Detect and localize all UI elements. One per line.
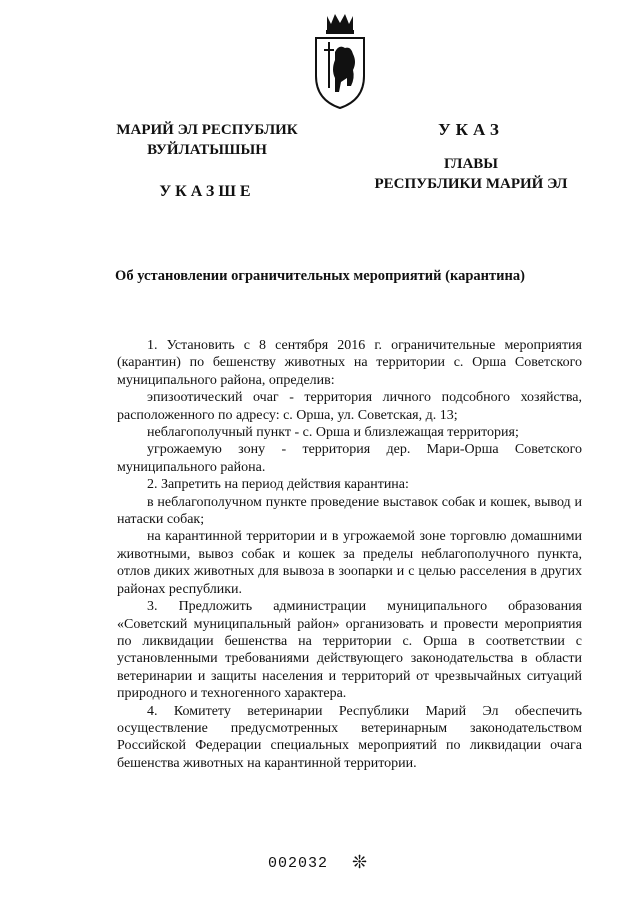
header-left [98,120,316,202]
paragraph-1b: неблагополучный пункт - с. Орша и близлежащая территория; [147,425,519,441]
paragraph-2a: в неблагополучном пункте проведение выставок собак и кошек, вывод и натаски собак; [117,494,582,528]
document-body [117,337,582,772]
paragraph-3: 3. Предложить администрации муниципального образования «Советский муниципальный район» организовать и провести мероприятия по ликвидации бешенства на территории с. Орша в соответствии с установленными требованиями действующего законодательства в области ветеринарии и защиты населения и территорий от чрезвычайных ситуаций природного и техногенного характера. [117,599,582,702]
paragraph-2: 2. Запретить на период действия карантина: [147,477,409,493]
header-left-line1: МАРИЙ ЭЛ РЕСПУБЛИК [116,122,298,138]
header-right-title: УКАЗ [438,120,504,139]
header-right [350,120,592,194]
asterisk-mark-icon: ❊ [352,852,368,872]
coat-of-arms-icon [313,12,367,110]
paragraph-1a: эпизоотический очаг - территория личного подсобного хозяйства, расположенного по адресу: с. Орша, ул. Советская, д. 13; [117,390,582,423]
paragraph-4: 4. Комитету ветеринарии Республики Марий Эл обеспечить осуществление предусмотренных ветеринарным законодательством Российской Федерации специальных мероприятий по ликвидации очага бешенства животных на карантинной территории. [117,703,582,771]
paragraph-1c: угрожаемую зону - территория дер. Мари-Орша Советского муниципального района. [117,442,582,475]
header-right-line2: РЕСПУБЛИКИ МАРИЙ ЭЛ [374,176,568,192]
header-left-title: УКАЗШЕ [159,183,255,200]
document-title: Об установлении ограничительных мероприятий (карантина) [115,268,525,284]
header-right-line1: ГЛАВЫ [443,156,499,172]
paragraph-2b: на карантинной территории и в угрожаемой зоне торговлю домашними животными, вывоз собак и кошек за пределы неблагополучного пункта, отлов диких животных для вывоза в зоопарки и с целью расселения в других районах республики. [117,529,582,597]
paragraph-1: 1. Установить с 8 сентября 2016 г. ограничительные мероприятия (карантин) по бешенству животных на территории с. Орша Советского муниципального района, определив: [117,338,582,388]
document-number: 002032 [268,855,329,872]
header-left-line2: ВУЙЛАТЫШЫН [147,142,267,158]
